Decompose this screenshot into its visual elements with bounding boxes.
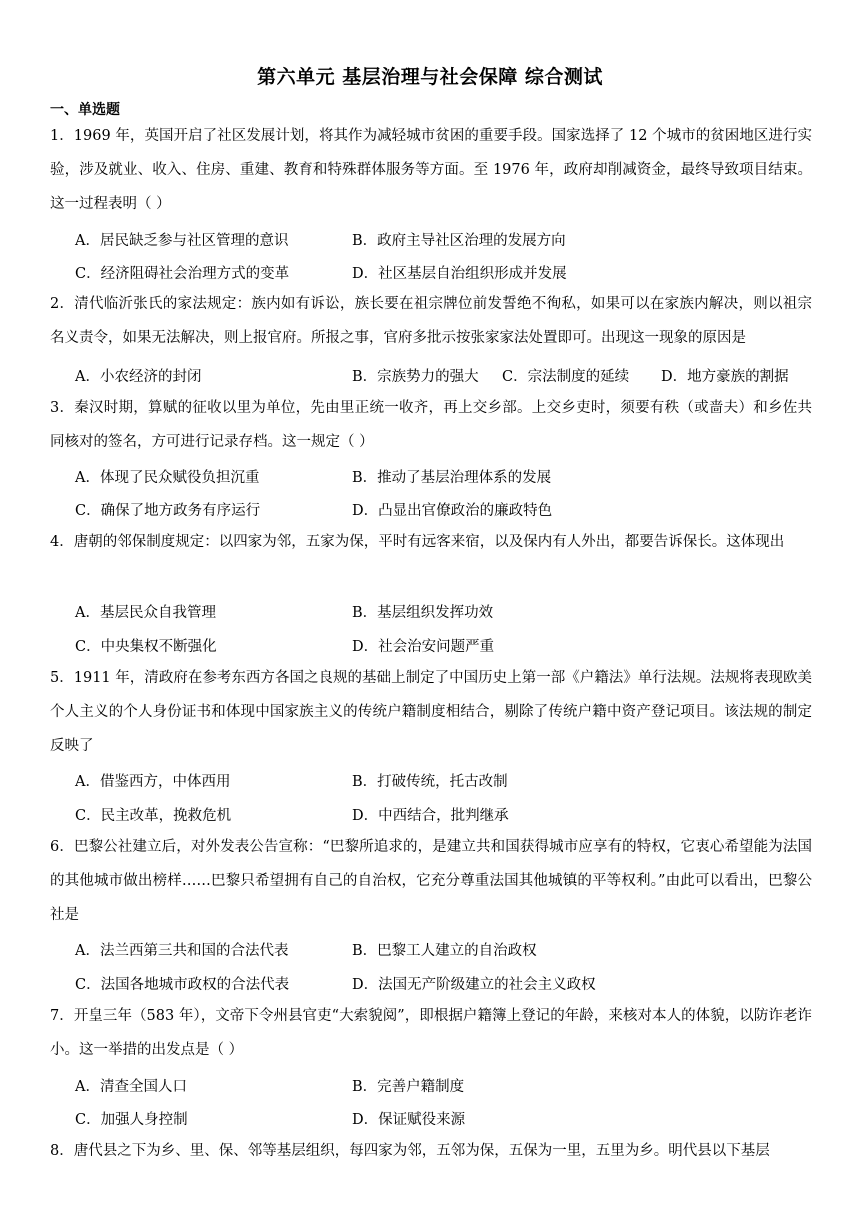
question-4-option-d[interactable]: D．社会治安问题严重	[352, 639, 495, 655]
question-6-option-c[interactable]: C．法国各地城市政权的合法代表	[75, 977, 290, 993]
question-3-option-c[interactable]: C．确保了地方政务有序运行	[75, 503, 261, 519]
question-3-option-b[interactable]: B．推动了基层治理体系的发展	[352, 470, 552, 486]
question-1-stem: 1．1969 年，英国开启了社区发展计划，将其作为减轻城市贫困的重要手段。国家选择了 12 个城市的贫困地区进行实验，涉及就业、收入、住房、重建、教育和特殊群体服务等方面。至 1976 年，政府却削减资金，最终导致项目结束。这一过程表明（ ）	[50, 128, 812, 212]
question-1-option-b[interactable]: B．政府主导社区治理的发展方向	[352, 233, 566, 249]
question-1-option-a[interactable]: A．居民缺乏参与社区管理的意识	[75, 233, 289, 249]
question-2-option-d[interactable]: D．地方豪族的割据	[661, 369, 789, 385]
question-4-option-b[interactable]: B．基层组织发挥功效	[352, 605, 494, 621]
section-heading: 一、单选题	[50, 102, 120, 118]
question-7-option-d[interactable]: D．保证赋役来源	[352, 1112, 466, 1128]
question-5-option-d[interactable]: D．中西结合，批判继承	[352, 808, 509, 824]
question-6-option-d[interactable]: D．法国无产阶级建立的社会主义政权	[352, 977, 596, 993]
question-1-option-c[interactable]: C．经济阻碍社会治理方式的变革	[75, 266, 290, 282]
question-5-option-c[interactable]: C．民主改革，挽救危机	[75, 808, 232, 824]
question-4-stem: 4．唐朝的邻保制度规定：以四家为邻，五家为保，平时有远客来宿，以及保内有人外出，都要告诉保长。这体现出	[50, 534, 785, 550]
question-2-option-b[interactable]: B．宗族势力的强大	[352, 369, 479, 385]
page-title: 第六单元 基层治理与社会保障 综合测试	[257, 66, 603, 88]
question-6-option-a[interactable]: A．法兰西第三共和国的合法代表	[75, 943, 289, 959]
question-3-stem: 3．秦汉时期，算赋的征收以里为单位，先由里正统一收齐，再上交乡部。上交乡吏时，须要有秩（或啬夫）和乡佐共同核对的签名，方可进行记录存档。这一规定（ ）	[50, 400, 812, 450]
question-4-option-a[interactable]: A．基层民众自我管理	[75, 605, 216, 621]
question-6-stem: 6．巴黎公社建立后，对外发表公告宣称：“巴黎所追求的，是建立共和国获得城市应享有的特权，它衷心希望能为法国的其他城市做出榜样……巴黎只希望拥有自己的自治权，它充分尊重法国其他城镇的平等权利。”由此可以看出，巴黎公社是	[50, 839, 812, 923]
question-6-option-b[interactable]: B．巴黎工人建立的自治政权	[352, 943, 537, 959]
question-7-option-c[interactable]: C．加强人身控制	[75, 1112, 188, 1128]
question-5-option-a[interactable]: A．借鉴西方，中体西用	[75, 774, 231, 790]
question-2-stem: 2．清代临沂张氏的家法规定：族内如有诉讼，族长要在祖宗牌位前发誓绝不徇私，如果可以在家族内解决，则以祖宗名义责令，如果无法解决，则上报官府。所报之事，官府多批示按张家家法处置即可。出现这一现象的原因是	[50, 296, 812, 346]
question-3-option-d[interactable]: D．凸显出官僚政治的廉政特色	[352, 503, 553, 519]
question-1-option-d[interactable]: D．社区基层自治组织形成并发展	[352, 266, 567, 282]
question-2-option-a[interactable]: A．小农经济的封闭	[75, 369, 202, 385]
question-7-option-b[interactable]: B．完善户籍制度	[352, 1079, 465, 1095]
question-4-option-c[interactable]: C．中央集权不断强化	[75, 639, 217, 655]
question-8-stem: 8．唐代县之下为乡、里、保、邻等基层组织，每四家为邻，五邻为保，五保为一里，五里为乡。明代县以下基层	[50, 1143, 770, 1159]
question-7-stem: 7．开皇三年（583 年），文帝下令州县官吏“大索貌阅”，即根据户籍簿上登记的年龄，来核对本人的体貌，以防诈老诈小。这一举措的出发点是（ ）	[50, 1008, 812, 1058]
question-5-stem: 5．1911 年，清政府在参考东西方各国之良规的基础上制定了中国历史上第一部《户籍法》单行法规。法规将表现欧美个人主义的个人身份证书和体现中国家族主义的传统户籍制度相结合，剔除了传统户籍中资产登记项目。该法规的制定反映了	[50, 670, 812, 754]
question-3-option-a[interactable]: A．体现了民众赋役负担沉重	[75, 470, 260, 486]
question-5-option-b[interactable]: B．打破传统，托古改制	[352, 774, 508, 790]
question-7-option-a[interactable]: A．清查全国人口	[75, 1079, 187, 1095]
question-2-option-c[interactable]: C．宗法制度的延续	[502, 369, 630, 385]
